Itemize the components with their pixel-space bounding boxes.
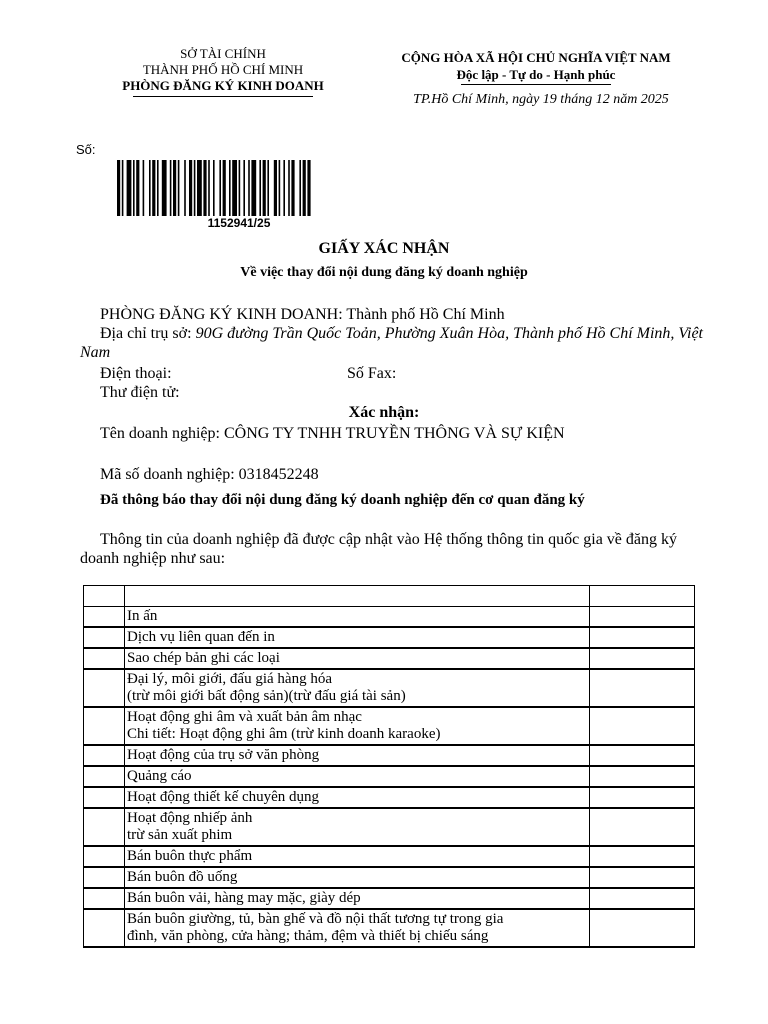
company-line — [100, 424, 565, 443]
issuer-header — [88, 46, 358, 97]
table-header-row — [84, 586, 695, 607]
business-line-text: Bán buôn vải, hàng may mặc, giày dép — [127, 890, 361, 906]
business-code-cell — [590, 648, 695, 669]
barcode — [117, 160, 361, 216]
business-line-text: Hoạt động ghi âm và xuất bản âm nhạc — [127, 709, 362, 725]
document-number-label: Số: — [76, 142, 96, 157]
office-value: Thành phố Hồ Chí Minh — [346, 306, 505, 323]
info-paragraph: Thông tin của doanh nghiệp đã được cập nhật vào Hệ thống thông tin quốc gia về đăng ký doanh nghiệp như sau: — [80, 531, 677, 567]
row-index-cell — [84, 808, 125, 846]
notice-line: Đã thông báo thay đổi nội dung đăng ký doanh nghiệp đến cơ quan đăng ký — [100, 492, 585, 508]
business-code-cell — [590, 707, 695, 745]
issuer-department: SỞ TÀI CHÍNH — [180, 46, 266, 61]
business-line-cell — [125, 766, 590, 787]
row-index-cell — [84, 888, 125, 909]
business-line-cell — [125, 888, 590, 909]
business-code-cell — [590, 627, 695, 648]
business-code-cell — [590, 808, 695, 846]
table-row — [84, 766, 695, 787]
address-value: 90G đường Trần Quốc Toản, Phường Xuân Hòa, Thành phố Hồ Chí Minh, Việt Nam — [80, 325, 703, 361]
barcode-number: 1152941/25 — [207, 216, 271, 230]
business-line-text: trừ sản xuất phim — [127, 827, 233, 843]
table-row — [84, 607, 695, 628]
business-line-text: Hoạt động nhiếp ảnh — [127, 810, 253, 826]
company-value: CÔNG TY TNHH TRUYỀN THÔNG VÀ SỰ KIỆN — [223, 425, 565, 442]
business-code-cell — [590, 669, 695, 707]
business-lines-table — [83, 585, 695, 948]
business-line-cell — [125, 745, 590, 766]
row-index-cell — [84, 627, 125, 648]
business-line-cell — [125, 648, 590, 669]
national-name: CỘNG HÒA XÃ HỘI CHỦ NGHĨA VIỆT NAM — [401, 50, 671, 65]
business-line-text: Chi tiết: Hoạt động ghi âm (trừ kinh doanh karaoke) — [127, 726, 441, 742]
business-lines-body — [84, 586, 695, 948]
business-line-cell — [125, 808, 590, 846]
row-index-cell — [84, 648, 125, 669]
row-index-cell — [84, 707, 125, 745]
issue-date: TP.Hồ Chí Minh, ngày 19 tháng 12 năm 2025 — [413, 92, 669, 107]
business-line-text: Sao chép bản ghi các loại — [127, 650, 280, 666]
business-code-cell — [590, 745, 695, 766]
business-code-cell — [590, 909, 695, 947]
address-line — [80, 324, 720, 362]
business-line-cell — [125, 669, 590, 707]
issuer-underline — [133, 96, 313, 97]
business-line-cell — [125, 607, 590, 628]
table-row — [84, 787, 695, 808]
phone-label: Điện thoại: — [100, 365, 172, 382]
office-label: PHÒNG ĐĂNG KÝ KINH DOANH: — [100, 306, 347, 323]
row-index-cell — [84, 846, 125, 867]
company-label: Tên doanh nghiệp: — [100, 425, 224, 442]
table-row — [84, 846, 695, 867]
business-line-cell — [125, 909, 590, 947]
tax-code-line — [100, 465, 319, 484]
motto-underline — [461, 84, 611, 85]
business-line-text: Hoạt động thiết kế chuyên dụng — [127, 789, 320, 805]
row-index-cell — [84, 669, 125, 707]
national-header — [366, 49, 706, 85]
business-line-text: Bán buôn đồ uống — [127, 869, 238, 885]
business-line-text: (trừ môi giới bất động sản)(trừ đấu giá tài sản) — [127, 688, 406, 704]
business-line-text: Bán buôn thực phẩm — [127, 848, 253, 864]
issuer-city: THÀNH PHỐ HỒ CHÍ MINH — [142, 62, 304, 77]
tax-code-value: 0318452248 — [238, 466, 319, 483]
document-subtitle: Về việc thay đổi nội dung đăng ký doanh nghiệp — [240, 265, 528, 280]
table-row — [84, 867, 695, 888]
header-cell-code — [590, 586, 695, 607]
business-code-cell — [590, 888, 695, 909]
row-index-cell — [84, 766, 125, 787]
header-cell-index — [84, 586, 125, 607]
row-index-cell — [84, 607, 125, 628]
address-label: Địa chỉ trụ sở: — [100, 325, 196, 342]
table-row — [84, 669, 695, 707]
table-row — [84, 808, 695, 846]
confirm-heading: Xác nhận: — [348, 404, 420, 421]
business-line-text: Dịch vụ liên quan đến in — [127, 629, 275, 645]
business-code-cell — [590, 787, 695, 808]
business-line-text: Đại lý, môi giới, đấu giá hàng hóa — [127, 671, 332, 687]
business-code-cell — [590, 766, 695, 787]
table-row — [84, 707, 695, 745]
header-cell-name — [125, 586, 590, 607]
table-row — [84, 745, 695, 766]
table-row — [84, 627, 695, 648]
office-line — [100, 305, 505, 324]
row-index-cell — [84, 909, 125, 947]
document-title: GIẤY XÁC NHẬN — [318, 240, 450, 257]
business-line-text: Quảng cáo — [127, 768, 192, 784]
business-line-text: đình, văn phòng, cửa hàng; thảm, đệm và thiết bị chiếu sáng — [127, 928, 489, 944]
business-line-cell — [125, 627, 590, 648]
row-index-cell — [84, 867, 125, 888]
tax-code-label: Mã số doanh nghiệp: — [100, 466, 239, 483]
business-line-text: Hoạt động của trụ sở văn phòng — [127, 747, 320, 763]
row-index-cell — [84, 745, 125, 766]
business-line-cell — [125, 707, 590, 745]
table-row — [84, 909, 695, 947]
business-line-cell — [125, 846, 590, 867]
business-line-text: In ấn — [127, 608, 158, 624]
business-line-text: Bán buôn giường, tủ, bàn ghế và đồ nội thất tương tự trong gia — [127, 911, 504, 927]
national-motto: Độc lập - Tự do - Hạnh phúc — [456, 67, 616, 82]
business-line-cell — [125, 787, 590, 808]
business-code-cell — [590, 867, 695, 888]
table-row — [84, 888, 695, 909]
fax-label: Số Fax: — [347, 365, 397, 382]
row-index-cell — [84, 787, 125, 808]
table-row — [84, 648, 695, 669]
issuer-office: PHÒNG ĐĂNG KÝ KINH DOANH — [122, 78, 324, 93]
business-code-cell — [590, 607, 695, 628]
business-code-cell — [590, 846, 695, 867]
email-label: Thư điện tử: — [100, 384, 180, 401]
business-line-cell — [125, 867, 590, 888]
